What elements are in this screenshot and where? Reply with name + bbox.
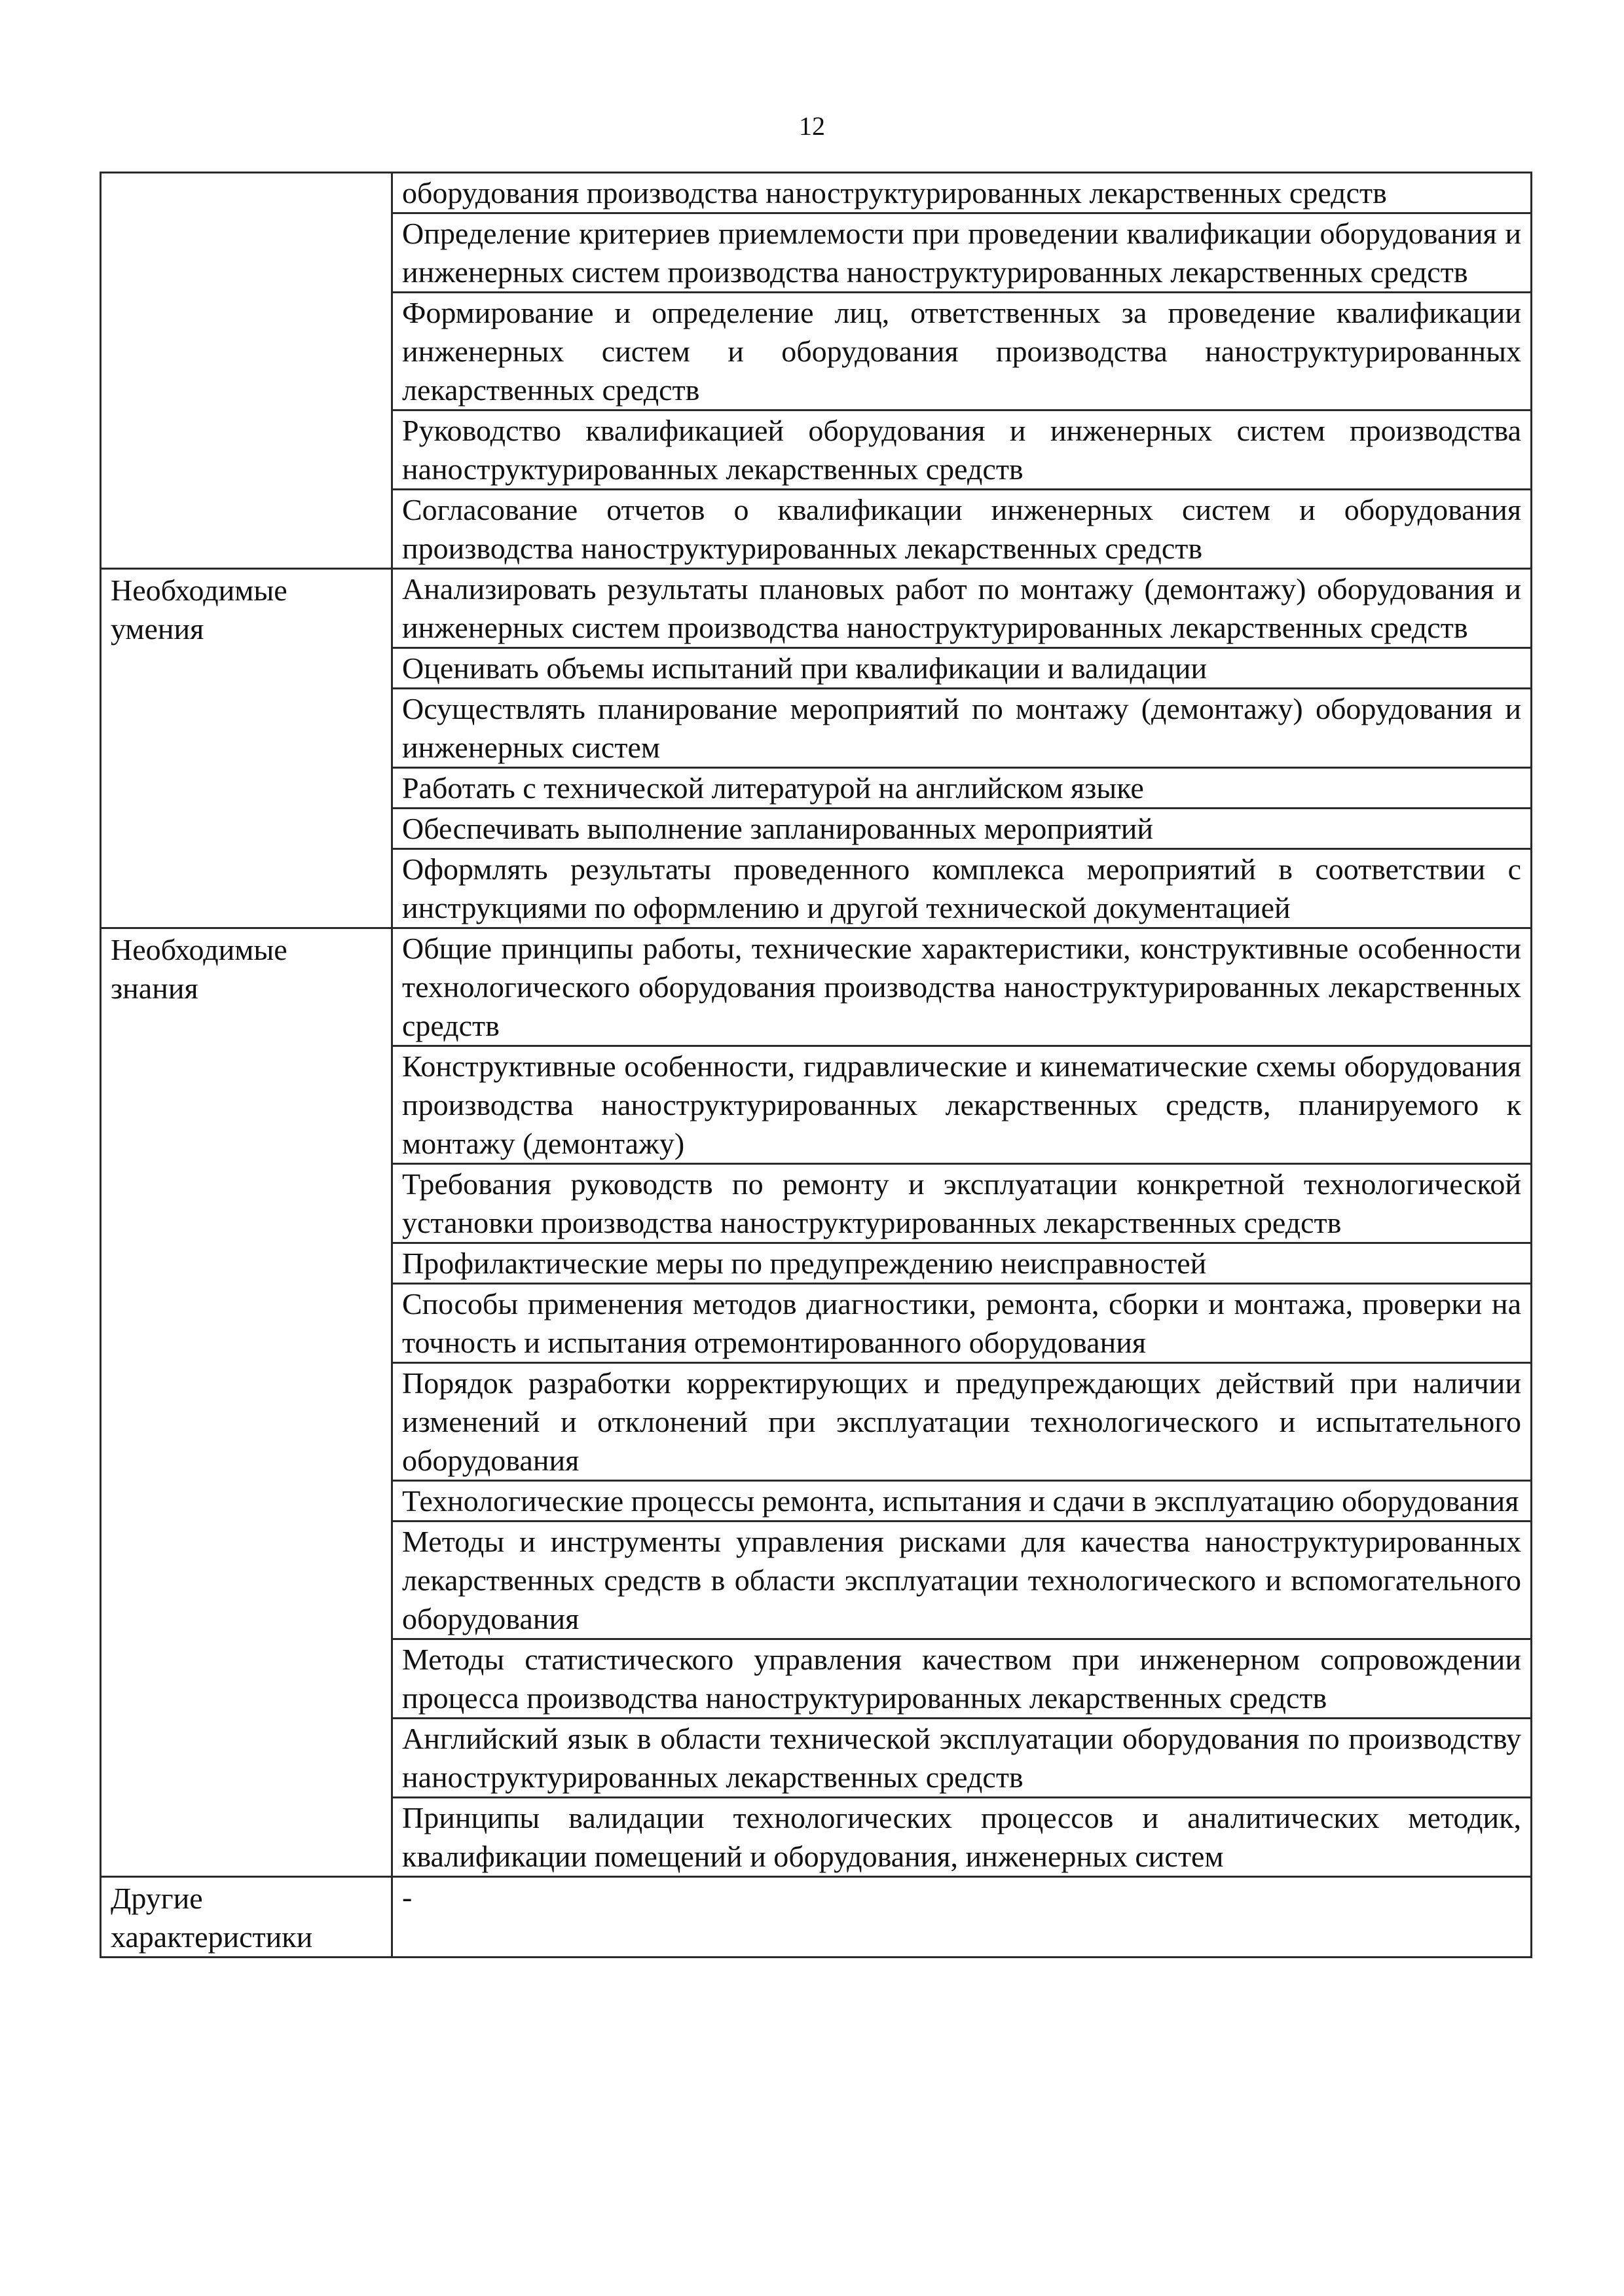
table-cell: оборудования производства наноструктурированных лекарственных средств [392,173,1532,213]
table-cell: Методы и инструменты управления рисками для качества наноструктурированных лекарственных средств в области эксплуатации технологического и вспомогательного оборудования [392,1522,1532,1639]
section-label-other: Другие характеристики [101,1877,392,1958]
characteristics-table [100,172,1532,1958]
table-cell: Общие принципы работы, технические характеристики, конструктивные особенности технологического оборудования производства наноструктурированных лекарственных средств [392,928,1532,1046]
table-cell: Конструктивные особенности, гидравлические и кинематические схемы оборудования производства наноструктурированных лекарственных средств, планируемого к монтажу (демонтажу) [392,1046,1532,1164]
table-cell: Оценивать объемы испытаний при квалификации и валидации [392,648,1532,689]
table-cell: Требования руководств по ремонту и эксплуатации конкретной технологической установки производства наноструктурированных лекарственных средств [392,1164,1532,1243]
table-cell: Порядок разработки корректирующих и предупреждающих действий при наличии изменений и отклонений при эксплуатации технологического и испытательного оборудования [392,1363,1532,1481]
table-cell: Английский язык в области технической эксплуатации оборудования по производству наноструктурированных лекарственных средств [392,1719,1532,1798]
table-row [101,1877,1532,1958]
table-cell: - [392,1877,1532,1958]
table-row [101,928,1532,1046]
table-cell: Формирование и определение лиц, ответственных за проведение квалификации инженерных систем и оборудования производства наноструктурированных лекарственных средств [392,293,1532,410]
table-cell: Анализировать результаты плановых работ по монтажу (демонтажу) оборудования и инженерных систем производства наноструктурированных лекарственных средств [392,569,1532,648]
table-row [101,569,1532,648]
table-cell: Обеспечивать выполнение запланированных мероприятий [392,809,1532,849]
table-cell: Согласование отчетов о квалификации инженерных систем и оборудования производства наноструктурированных лекарственных средств [392,490,1532,569]
page-number: 12 [799,111,825,141]
section-label-continuation [101,173,392,569]
table-cell: Определение критериев приемлемости при проведении квалификации оборудования и инженерных систем производства наноструктурированных лекарственных средств [392,213,1532,293]
section-label-knowledge: Необходимые знания [101,928,392,1877]
table-cell: Руководство квалификацией оборудования и инженерных систем производства наноструктурированных лекарственных средств [392,410,1532,490]
table-cell: Методы статистического управления качеством при инженерном сопровождении процесса производства наноструктурированных лекарственных средств [392,1639,1532,1719]
table-row [101,173,1532,213]
table-cell: Способы применения методов диагностики, ремонта, сборки и монтажа, проверки на точность и испытания отремонтированного оборудования [392,1284,1532,1363]
table-cell: Осуществлять планирование мероприятий по монтажу (демонтажу) оборудования и инженерных систем [392,689,1532,768]
table-cell: Профилактические меры по предупреждению неисправностей [392,1243,1532,1284]
section-label-skills: Необходимые умения [101,569,392,928]
table-cell: Работать с технической литературой на английском языке [392,768,1532,809]
table-cell: Оформлять результаты проведенного комплекса мероприятий в соответствии с инструкциями по оформлению и другой технической документацией [392,849,1532,928]
table-cell: Принципы валидации технологических процессов и аналитических методик, квалификации помещений и оборудования, инженерных систем [392,1798,1532,1877]
table-cell: Технологические процессы ремонта, испытания и сдачи в эксплуатацию оборудования [392,1481,1532,1522]
